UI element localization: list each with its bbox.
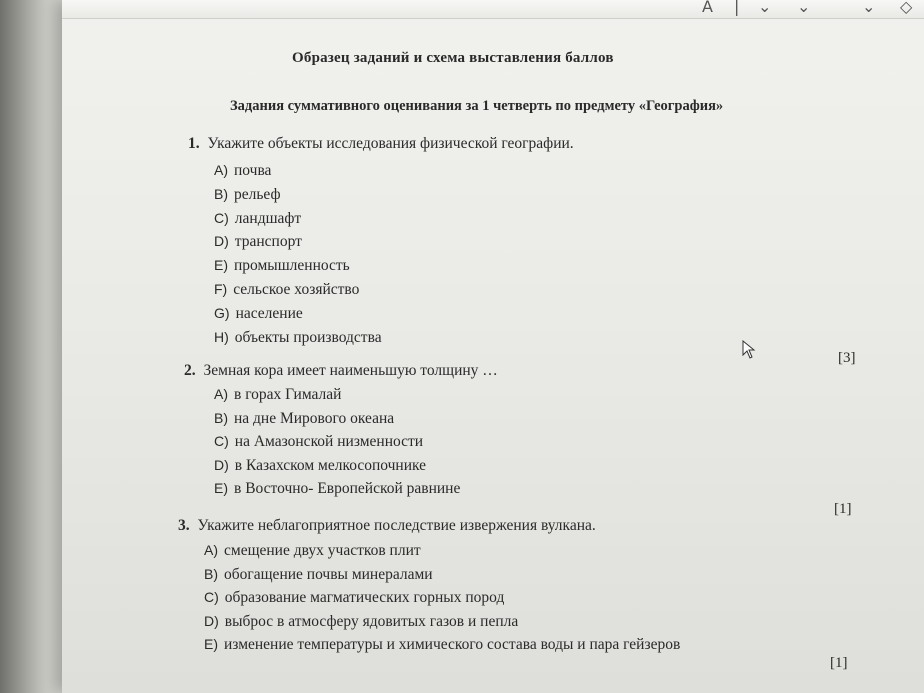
answer-option: H) объекты производства — [214, 328, 382, 346]
answer-option: B) обогащение почвы минералами — [204, 565, 433, 583]
question-text: Укажите неблагоприятное последствие извержения вулкана. — [197, 517, 596, 534]
eraser-icon[interactable]: ◇ — [900, 0, 913, 16]
question-number: 3. — [178, 517, 190, 534]
answer-option: E) промышленность — [214, 257, 350, 275]
document-title: Образец заданий и схема выставления баллов — [292, 50, 614, 66]
question-3-options — [204, 539, 680, 657]
question-number: 2. — [184, 362, 196, 379]
editor-toolbar — [62, 0, 924, 19]
question-2 — [184, 362, 498, 380]
answer-option: C) ландшафт — [214, 209, 302, 227]
document-subtitle: Задания суммативного оценивания за 1 четверть по предмету «География» — [230, 98, 724, 114]
answer-option: D) транспорт — [214, 233, 302, 251]
answer-option: C) образование магматических горных пород — [204, 589, 505, 607]
answer-option: A) в горах Гималай — [214, 386, 342, 403]
answer-option: E) в Восточно- Европейской равнине — [214, 480, 461, 498]
font-size-icon[interactable]: A — [702, 0, 713, 16]
question-2-options — [214, 383, 460, 501]
chevron-down-icon[interactable]: ⌄ — [862, 0, 876, 16]
answer-option: B) на дне Мирового океана — [214, 409, 395, 427]
question-number: 1. — [188, 135, 200, 152]
answer-option: B) рельеф — [214, 185, 281, 203]
document-page — [62, 0, 924, 693]
chevron-down-icon[interactable]: ⌄ — [758, 0, 772, 16]
question-3 — [178, 517, 596, 535]
answer-option: D) выброс в атмосферу ядовитых газов и пепла — [204, 612, 519, 630]
question-1-options — [214, 159, 382, 349]
answer-option: A) смещение двух участков плит — [204, 542, 421, 559]
answer-option: F) сельское хозяйство — [214, 280, 360, 298]
toolbar-separator: | — [734, 0, 740, 16]
chevron-down-icon[interactable]: ⌄ — [797, 0, 811, 16]
score-mark: [1] — [830, 655, 848, 671]
answer-option: D) в Казахском мелкосопочнике — [214, 456, 427, 474]
score-mark: [3] — [838, 350, 856, 366]
answer-option: E) изменение температуры и химического состава воды и пара гейзеров — [204, 636, 681, 654]
answer-option: C) на Амазонской низменности — [214, 433, 424, 451]
mouse-pointer-icon — [742, 340, 758, 360]
question-1 — [188, 135, 574, 153]
question-text: Земная кора имеет наименьшую толщину … — [203, 362, 498, 379]
answer-option: A) почва — [214, 162, 272, 179]
question-text: Укажите объекты исследования физической географии. — [207, 135, 574, 152]
answer-option: G) население — [214, 304, 303, 322]
score-mark: [1] — [834, 501, 852, 517]
